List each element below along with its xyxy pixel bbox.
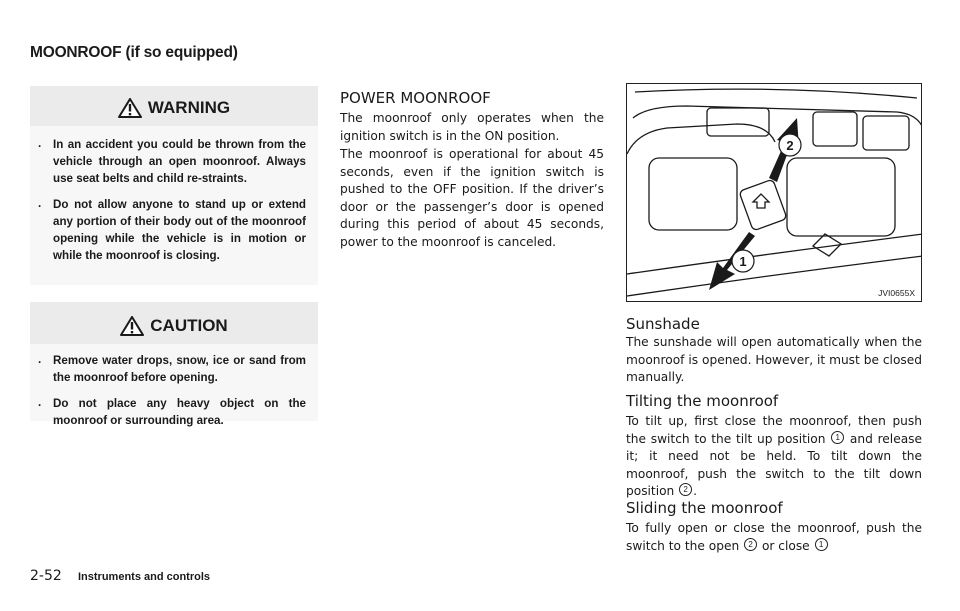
warning-item: . Do not allow anyone to stand up or extend any portion of their body out of the moonroof opening while the vehicle is in motion or while the moonroof is closing. bbox=[30, 196, 318, 264]
sliding-text-1: To fully open or close the moonroof, push the switch to the open bbox=[626, 521, 922, 553]
caution-title: CAUTION bbox=[150, 316, 228, 335]
warning-title: WARNING bbox=[147, 98, 231, 117]
callout-2-label: 2 bbox=[786, 138, 794, 153]
callout-1-ref: 1 bbox=[831, 431, 844, 444]
tilting-text-3: . bbox=[693, 484, 698, 498]
warning-icon bbox=[118, 98, 142, 118]
figure-id: JVI0655X bbox=[878, 288, 915, 298]
tilting-text-1: To tilt up, first close the moonroof, then push the switch to the tilt up position bbox=[626, 414, 922, 446]
warning-body bbox=[30, 126, 318, 285]
sliding-text bbox=[626, 520, 922, 555]
page-number: 2-52 bbox=[30, 568, 62, 584]
tilting-text-2: and release it; it need not be held. To tilt down the moonroof, push the switch to the tilt down position bbox=[626, 431, 923, 498]
sunshade-text: The sunshade will open automatically when the moonroof is opened. However, it must be closed manually. bbox=[626, 335, 922, 384]
warning-header bbox=[30, 88, 318, 128]
callout-2-ref: 2 bbox=[744, 538, 757, 551]
tilting-heading: Tilting the moonroof bbox=[626, 392, 779, 410]
power-moonroof-paragraph-2: The moonroof is operational for about 45 seconds, even if the ignition switch is pushed to the OFF position. If the driver’s door or the passenger’s door is opened during this period of about 45 seconds, power to the moonroof is canceled. bbox=[340, 147, 604, 249]
caution-item: . Do not place any heavy object on the moonroof or surrounding area. bbox=[30, 395, 318, 429]
section-title: MOONROOF (if so equipped) bbox=[30, 44, 238, 61]
caution-body bbox=[30, 344, 318, 427]
callout-2-ref: 2 bbox=[679, 483, 692, 496]
sliding-heading: Sliding the moonroof bbox=[626, 499, 783, 517]
tilting-text bbox=[626, 413, 922, 501]
sliding-text-2: or close bbox=[761, 538, 810, 553]
sunshade-heading: Sunshade bbox=[626, 315, 700, 333]
caution-header bbox=[30, 306, 318, 346]
callout-1-label: 1 bbox=[739, 254, 747, 269]
power-moonroof-paragraph-1: The moonroof only operates when the ignition switch is in the ON position. bbox=[340, 111, 604, 143]
caution-item: . Remove water drops, snow, ice or sand from the moonroof before opening. bbox=[30, 352, 318, 386]
caution-icon bbox=[120, 316, 144, 336]
power-moonroof-heading: POWER MOONROOF bbox=[340, 89, 491, 107]
footer-section-title: Instruments and controls bbox=[78, 571, 211, 583]
moonroof-switch-illustration bbox=[627, 84, 922, 302]
caution-box bbox=[30, 302, 318, 427]
moonroof-switch-figure bbox=[626, 83, 922, 302]
warning-box bbox=[30, 86, 318, 285]
callout-1-ref: 1 bbox=[815, 538, 828, 551]
warning-item: . In an accident you could be thrown from the vehicle through an open moonroof. Always use seat belts and child re-straints. bbox=[30, 136, 318, 187]
